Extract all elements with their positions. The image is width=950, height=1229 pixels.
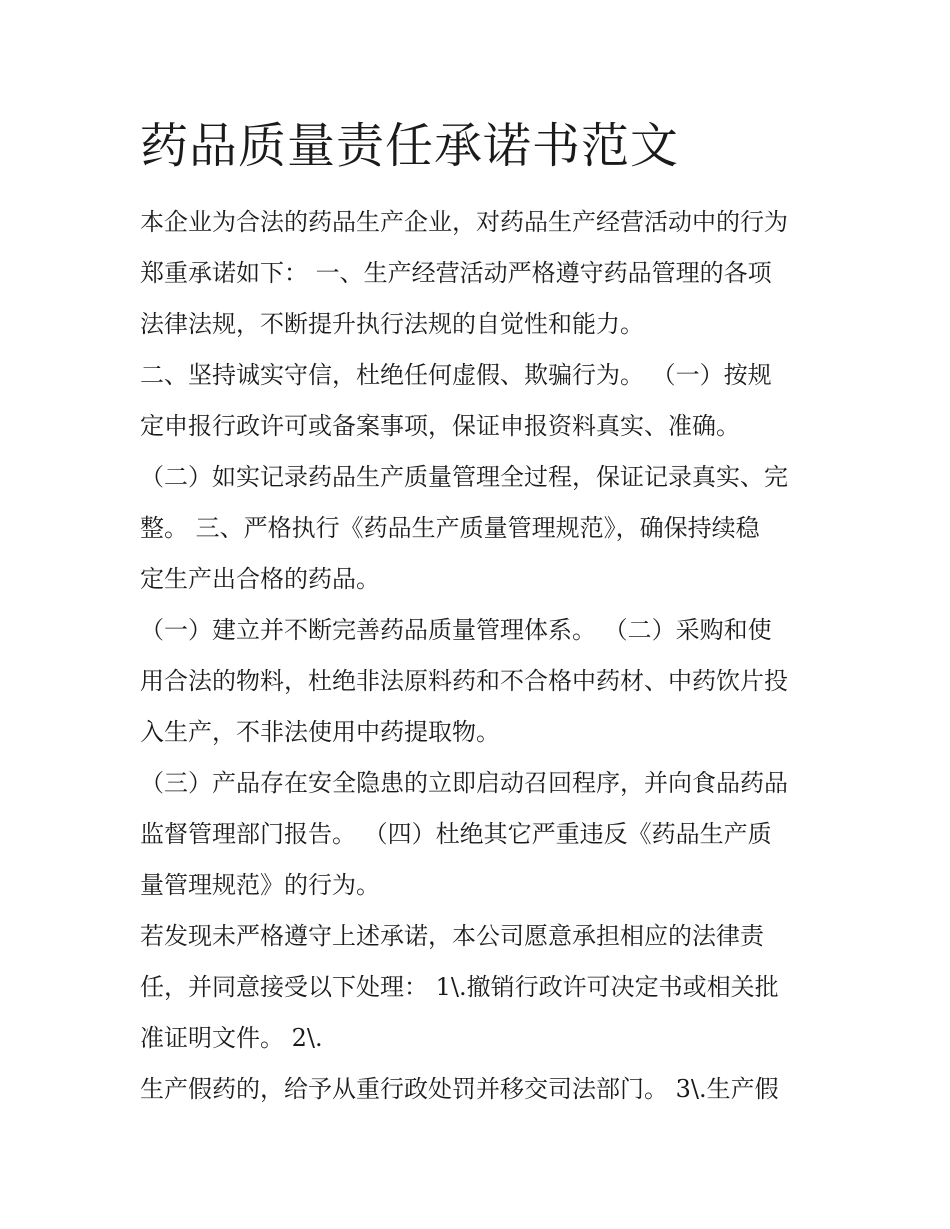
body-line: （三）产品存在安全隐患的立即启动召回程序，并向食品药品 (140, 769, 788, 797)
body-line: 入生产，不非法使用中药提取物。 (140, 718, 500, 746)
body-line: 整。 三、严格执行《药品生产质量管理规范》，确保持续稳 (140, 514, 760, 542)
body-line: 生产假药的，给予从重行政处罚并移交司法部门。 3\.生产假 (140, 1075, 779, 1103)
body-line: 监督管理部门报告。 （四）杜绝其它严重违反《药品生产质 (140, 820, 772, 848)
body-line: 任，并同意接受以下处理： 1\.撤销行政许可决定书或相关批 (140, 973, 779, 1001)
body-line: （二）如实记录药品生产质量管理全过程，保证记录真实、完 (140, 463, 788, 491)
body-line: 法律法规，不断提升执行法规的自觉性和能力。 (140, 310, 644, 338)
body-line: 用合法的物料，杜绝非法原料药和不合格中药材、中药饮片投 (140, 667, 788, 695)
body-line: 量管理规范》的行为。 (140, 871, 380, 899)
body-line: 二、坚持诚实守信，杜绝任何虚假、欺骗行为。 （一）按规 (140, 361, 772, 389)
body-line: 定申报行政许可或备案事项，保证申报资料真实、准确。 (140, 412, 740, 440)
document-title: 药品质量责任承诺书范文 (140, 118, 680, 174)
body-line: 郑重承诺如下： 一、生产经营活动严格遵守药品管理的各项 (140, 259, 772, 287)
body-line: 本企业为合法的药品生产企业，对药品生产经营活动中的行为 (140, 208, 788, 236)
body-line: 若发现未严格遵守上述承诺，本公司愿意承担相应的法律责 (140, 922, 764, 950)
body-line: 定生产出合格的药品。 (140, 565, 380, 593)
body-line: （一）建立并不断完善药品质量管理体系。 （二）采购和使 (140, 616, 772, 644)
body-line: 准证明文件。 2\. (140, 1024, 323, 1052)
